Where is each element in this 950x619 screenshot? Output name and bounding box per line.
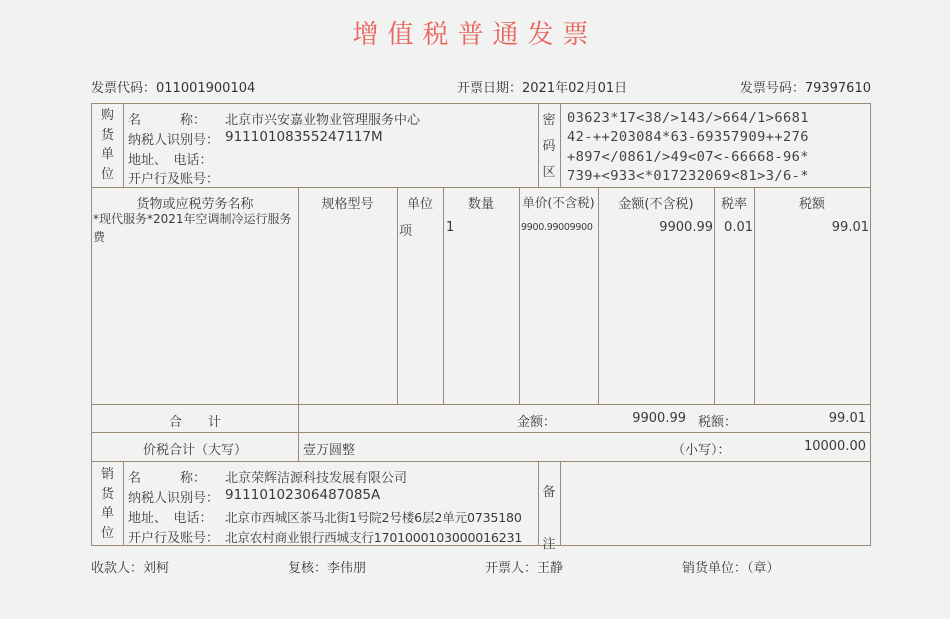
column-header-tax: 税额 <box>798 197 825 212</box>
column-header-unit-price: 单价(不含税) <box>522 195 595 210</box>
buyer-name-row <box>128 109 206 128</box>
issuer <box>485 557 563 576</box>
totals-amount-label: 金额： <box>517 415 557 430</box>
grand-total-small-label: （小写）： <box>672 443 731 458</box>
column-header-tax-rate: 税率 <box>720 197 747 212</box>
seller-side-label <box>92 465 123 543</box>
cipher-line: 739+<933<*017232069<81>3/6-* <box>567 167 809 184</box>
grand-total-small-value: 10000.00 <box>803 439 866 454</box>
seller-name-value: 北京荣辉洁源科技发展有限公司 <box>225 471 408 486</box>
buyer-tax-id-label: 纳税人识别号： <box>128 133 220 148</box>
cipher-line: 03623*17<38/>143/>664/1>6681 <box>567 110 809 126</box>
item-amount: 9900.99 <box>659 220 713 235</box>
buyer-side-char: 位 <box>100 166 114 182</box>
invoice-table <box>91 103 871 552</box>
item-unit: 项 <box>399 224 413 239</box>
cipher-line: +897</0861/>49<07<-66668-96* <box>567 148 809 165</box>
invoice-date-value: 2021年02月01日 <box>522 81 628 96</box>
item-tax: 99.01 <box>831 220 869 235</box>
column-header-unit: 单位 <box>406 197 433 212</box>
invoice-date-label: 开票日期： <box>457 81 523 96</box>
remarks-side-label <box>538 467 560 571</box>
column-header-amount: 金额(不含税) <box>618 197 694 212</box>
cipher-side-char: 密 <box>542 113 556 128</box>
invoice-code-label: 发票代码： <box>91 81 157 96</box>
invoice-code <box>91 77 255 96</box>
cipher-side-char: 区 <box>542 165 556 180</box>
seller-name-label: 名 称： <box>128 471 207 486</box>
seller-stamp-label: 销货单位：（章） <box>682 561 780 576</box>
invoice-code-value: 011001900104 <box>156 81 256 96</box>
seller-side-char: 货 <box>100 486 114 502</box>
invoice-title: 增值税普通发票 <box>352 20 598 50</box>
invoice-number-label: 发票号码： <box>739 81 805 96</box>
column-header-quantity: 数量 <box>467 197 494 212</box>
cipher-line: 42-++203084*63-69357909++276 <box>567 129 809 146</box>
column-header-spec: 规格型号 <box>321 197 374 212</box>
invoice-number <box>740 77 871 96</box>
totals-tax-label: 税额： <box>698 415 738 430</box>
column-header-name: 货物或应税劳务名称 <box>136 197 254 212</box>
item-name: *现代服务*2021年空调制冷运行服务费 <box>93 212 292 244</box>
reviewer <box>288 557 366 576</box>
buyer-name-label: 名 称： <box>128 113 207 128</box>
grand-total-capital: 壹万圆整 <box>303 443 356 458</box>
buyer-address-label: 地址、 电话： <box>128 153 213 168</box>
buyer-bank-label: 开户行及账号： <box>128 172 220 187</box>
item-quantity: 1 <box>446 220 455 235</box>
seller-bank-label: 开户行及账号： <box>128 531 220 546</box>
buyer-side-char: 单 <box>100 147 114 162</box>
issuer-label: 开票人： <box>485 561 538 576</box>
payee-label: 收款人： <box>91 561 144 576</box>
buyer-side-label <box>92 106 123 184</box>
totals-amount-value: 9900.99 <box>632 411 686 426</box>
issuer-value: 王静 <box>537 561 564 576</box>
grand-total-label: 价税合计（大写） <box>142 443 247 458</box>
cipher-side-char: 码 <box>542 139 556 154</box>
seller-bank-value: 北京农村商业银行西城支行1701000103000016231 <box>225 530 523 545</box>
invoice-date <box>457 77 627 96</box>
reviewer-label: 复核： <box>288 561 328 576</box>
seller-side-char: 单 <box>100 506 114 521</box>
cipher-area <box>567 109 867 186</box>
payee-value: 刘柯 <box>143 561 170 576</box>
seller-tax-id-label: 纳税人识别号： <box>128 491 220 506</box>
seller-side-char: 位 <box>100 525 114 541</box>
seller-tax-id-value: 91110102306487085A <box>225 487 381 503</box>
item-unit-price: 9900.99009900 <box>521 222 593 233</box>
buyer-name-value: 北京市兴安嘉业物业管理服务中心 <box>225 113 421 128</box>
buyer-side-char: 货 <box>100 127 114 143</box>
totals-label: 合 计 <box>168 415 221 430</box>
seller-address-value: 北京市西城区茶马北街1号院2号楼6层2单元0735180 <box>225 510 522 525</box>
totals-tax-value: 99.01 <box>828 411 866 426</box>
remarks-side-char: 备 <box>542 485 556 500</box>
seller-address-label: 地址、 电话： <box>128 511 213 526</box>
seller-side-char: 销 <box>100 467 114 482</box>
payee <box>91 557 169 576</box>
remarks-side-char: 注 <box>542 537 556 552</box>
reviewer-value: 李伟朋 <box>327 561 367 576</box>
item-tax-rate: 0.01 <box>724 220 753 235</box>
cipher-side-label <box>538 108 560 186</box>
invoice-number-value: 79397610 <box>804 81 871 96</box>
buyer-side-char: 购 <box>100 108 114 123</box>
buyer-tax-id-value: 91110108355247117M <box>225 129 383 145</box>
